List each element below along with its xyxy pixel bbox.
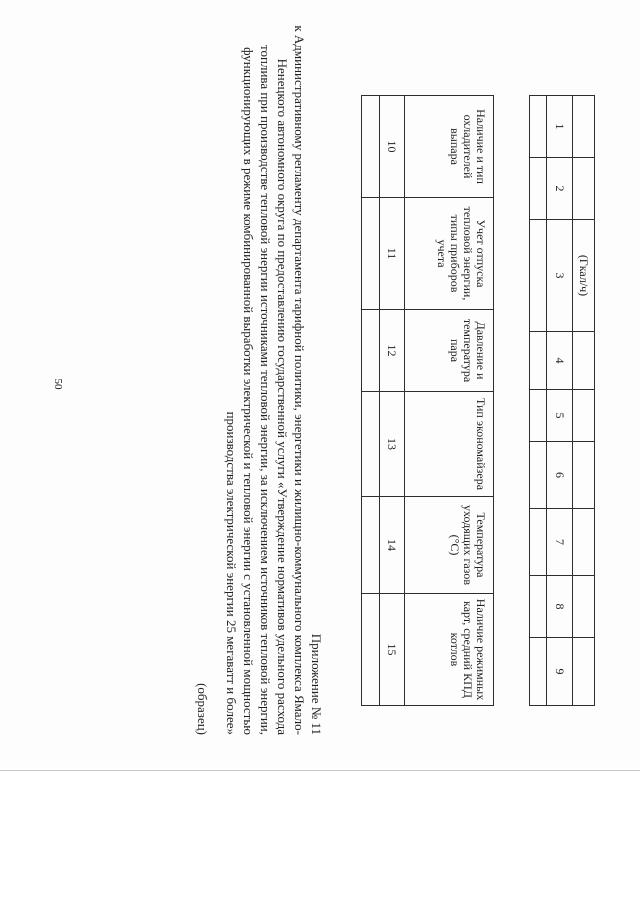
- empty-cell: [530, 390, 547, 442]
- column-number: 2: [547, 158, 573, 220]
- page-number: 50: [52, 378, 64, 390]
- column-number: 10: [380, 96, 405, 198]
- column-header: Наличие и тип охладителей выпара: [405, 96, 494, 198]
- column-header: Учет отпуска тепловой энергии, типы приборов учета: [405, 198, 494, 310]
- annex-block: [194, 25, 325, 735]
- empty-cell: [362, 96, 380, 198]
- empty-cell: [362, 310, 380, 392]
- column-number: 9: [547, 638, 573, 706]
- table-top-cell: [573, 390, 595, 442]
- column-header: Тип экономайзера: [405, 392, 494, 497]
- empty-cell: [530, 158, 547, 220]
- column-header: Давление и температура пара: [405, 310, 494, 392]
- rotated-content: [45, 25, 595, 745]
- empty-cell: [530, 576, 547, 638]
- table-top-cell: [573, 158, 595, 220]
- table-top: [529, 95, 595, 706]
- table-top-cell: [573, 638, 595, 706]
- column-number: 6: [547, 442, 573, 509]
- empty-cell: [362, 594, 380, 706]
- annex-text: к Административному регламенту департамента тарифной политики, энергетики и жилищно-коммунального комплекса Ямало-Ненецкого автономного округа по предоставлению государственной услуги «Утверждение нормативов удельного расхода топлива при производстве тепловой энергии источниками тепловой энергии, за исключением источников тепловой энергии, функционирующих в режиме комбинированной выработки электрической и тепловой энергии с установленной мощностью производства электрической энергии 25 мегаватт и более»: [224, 25, 307, 735]
- empty-cell: [362, 497, 380, 594]
- column-number: 4: [547, 332, 573, 390]
- table-top-cell: [573, 332, 595, 390]
- empty-cell: [362, 392, 380, 497]
- empty-cell: [530, 96, 547, 158]
- sample-note: (образец): [195, 683, 210, 735]
- table-top-cell: [573, 96, 595, 158]
- empty-cell: [530, 509, 547, 576]
- column-number: 14: [380, 497, 405, 594]
- empty-cell: [530, 638, 547, 706]
- column-number: 13: [380, 392, 405, 497]
- table-top-cell: [573, 509, 595, 576]
- table-top-cell: [573, 442, 595, 509]
- column-number: 11: [380, 198, 405, 310]
- column-number: 5: [547, 390, 573, 442]
- empty-cell: [530, 332, 547, 390]
- column-number: 3: [547, 220, 573, 332]
- column-number: 8: [547, 576, 573, 638]
- column-number: 12: [380, 310, 405, 392]
- column-header: Температура уходящих газов (°С): [405, 497, 494, 594]
- column-number: 15: [380, 594, 405, 706]
- column-header: Наличие режимных карт, средний КПД котлов: [405, 594, 494, 706]
- table-top-cell: [573, 576, 595, 638]
- empty-cell: [362, 198, 380, 310]
- table-bottom: [361, 95, 494, 706]
- empty-cell: [530, 220, 547, 332]
- empty-cell: [530, 442, 547, 509]
- unit-label: (Гкал/ч): [573, 220, 595, 332]
- column-number: 1: [547, 96, 573, 158]
- column-number: 7: [547, 509, 573, 576]
- annex-title: Приложение № 11: [309, 633, 324, 735]
